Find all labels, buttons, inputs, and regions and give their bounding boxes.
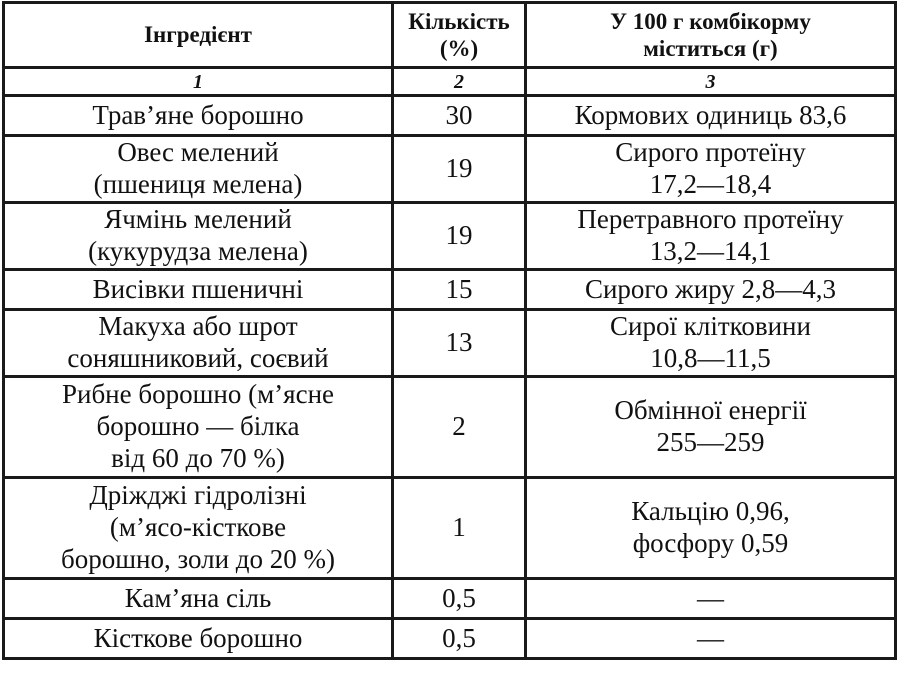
quantity-cell: 15 bbox=[393, 270, 526, 310]
content-cell bbox=[526, 619, 896, 659]
content-text: — bbox=[697, 622, 724, 653]
content-text: Сирого протеїну bbox=[615, 137, 806, 168]
quantity-cell: 2 bbox=[393, 377, 526, 478]
ingredient-text: Рибне борошно (м’ясне bbox=[61, 379, 335, 410]
table-row bbox=[4, 96, 896, 136]
content-text: 10,8—11,5 bbox=[650, 343, 771, 373]
header-content-line-1: У 100 г комбікорму bbox=[610, 8, 811, 34]
content-cell bbox=[526, 579, 896, 619]
ingredient-text: (м’ясо-кісткове bbox=[109, 512, 287, 543]
content-text: Кальцію 0,96, bbox=[631, 496, 790, 527]
content-cell bbox=[526, 310, 896, 377]
ingredient-text: борошно, золи до 20 %) bbox=[60, 543, 336, 574]
table-row bbox=[4, 579, 896, 619]
content-text: 255—259 bbox=[656, 427, 765, 457]
ingredient-cell bbox=[4, 203, 393, 270]
content-text: Кормових одиниць 83,6 bbox=[574, 99, 847, 130]
ingredient-cell bbox=[4, 619, 393, 659]
table-body bbox=[4, 96, 896, 659]
ingredient-text: (пшениця мелена) bbox=[93, 169, 303, 199]
ingredient-text: Ячмінь мелений bbox=[104, 204, 292, 235]
table-header bbox=[4, 3, 896, 96]
column-number: 2 bbox=[393, 68, 526, 96]
content-cell bbox=[526, 270, 896, 310]
quantity-cell: 13 bbox=[393, 310, 526, 377]
content-cell bbox=[526, 203, 896, 270]
quantity-cell: 19 bbox=[393, 203, 526, 270]
header-quantity-line-2: (%) bbox=[439, 36, 479, 61]
table-row bbox=[4, 619, 896, 659]
ingredient-text: Трав’яне борошно bbox=[92, 99, 304, 130]
ingredient-cell bbox=[4, 377, 393, 478]
ingredient-cell bbox=[4, 310, 393, 377]
table-row bbox=[4, 203, 896, 270]
ingredient-cell bbox=[4, 136, 393, 203]
ingredient-cell bbox=[4, 96, 393, 136]
header-quantity bbox=[393, 3, 526, 68]
table-row bbox=[4, 270, 896, 310]
table-row bbox=[4, 377, 896, 478]
header-quantity-line-1: Кількість bbox=[408, 8, 510, 34]
table-row bbox=[4, 310, 896, 377]
column-number: 1 bbox=[4, 68, 393, 96]
header-ingredient: Інгредієнт bbox=[4, 3, 393, 68]
column-number-row bbox=[4, 68, 896, 96]
ingredient-text: борошно — білка bbox=[96, 411, 300, 442]
ingredient-text: соняшниковий, соєвий bbox=[67, 343, 329, 373]
ingredient-text: Кісткове борошно bbox=[93, 622, 303, 653]
column-number: 3 bbox=[526, 68, 896, 96]
ingredient-text: Дріжджі гідролізні bbox=[89, 480, 307, 511]
content-text: 13,2—14,1 bbox=[649, 236, 772, 266]
ingredient-cell bbox=[4, 579, 393, 619]
quantity-cell: 1 bbox=[393, 478, 526, 579]
ingredient-text: Кам’яна сіль bbox=[124, 582, 272, 613]
content-cell bbox=[526, 478, 896, 579]
ingredient-text: Висівки пшеничні bbox=[92, 273, 304, 304]
quantity-cell: 19 bbox=[393, 136, 526, 203]
ingredient-text: від 60 до 70 %) bbox=[111, 442, 285, 473]
content-text: Перетравного протеїну bbox=[577, 204, 844, 235]
table-row bbox=[4, 478, 896, 579]
content-text: Сирого жиру 2,8—4,3 bbox=[584, 273, 837, 304]
content-text: Сирої клітковини bbox=[610, 311, 811, 342]
content-cell bbox=[526, 136, 896, 203]
content-cell bbox=[526, 96, 896, 136]
ingredient-text: Макуха або шрот bbox=[98, 311, 298, 342]
ingredient-cell bbox=[4, 270, 393, 310]
content-text: фосфору 0,59 bbox=[632, 528, 789, 558]
ingredient-text: (кукурудза мелена) bbox=[88, 236, 308, 266]
ingredient-text: Овес мелений bbox=[117, 137, 279, 168]
header-content bbox=[526, 3, 896, 68]
quantity-cell: 30 bbox=[393, 96, 526, 136]
content-cell bbox=[526, 377, 896, 478]
content-text: — bbox=[697, 582, 724, 613]
quantity-cell: 0,5 bbox=[393, 619, 526, 659]
ingredient-cell bbox=[4, 478, 393, 579]
table-row bbox=[4, 136, 896, 203]
quantity-cell: 0,5 bbox=[393, 579, 526, 619]
feed-composition-table bbox=[2, 1, 897, 660]
content-text: Обмінної енергії bbox=[614, 395, 807, 426]
header-content-line-2: міститься (г) bbox=[643, 36, 778, 61]
content-text: 17,2—18,4 bbox=[649, 169, 772, 199]
